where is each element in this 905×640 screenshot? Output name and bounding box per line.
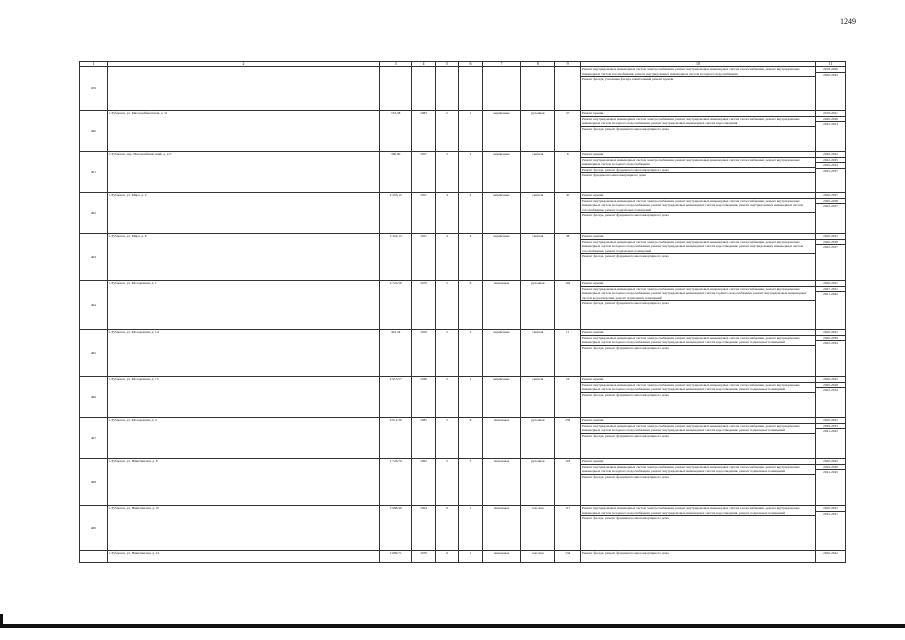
table-row — [80, 418, 846, 459]
floors-cell: 2 — [435, 152, 459, 193]
works-cell — [580, 459, 815, 506]
row-number: 459 — [80, 67, 108, 111]
work-period: 2020-2028 — [816, 240, 845, 246]
work-period: 2020-2044 — [823, 72, 838, 77]
work-period: 2022-2037 — [823, 245, 838, 250]
floors-cell: 2 — [435, 330, 459, 377]
year-cell: 1994 — [412, 506, 436, 551]
roof-type-cell: плоская — [521, 551, 555, 563]
area-cell: 2 689,71 — [380, 551, 412, 563]
work-period: 2020-2028 — [816, 199, 845, 205]
year-cell: 1985 — [412, 418, 436, 459]
work-period: 2021-2022 — [823, 292, 838, 297]
year-cell: 1957 — [412, 152, 436, 193]
column-number: 11 — [816, 62, 846, 67]
floors-cell: 5 — [435, 459, 459, 506]
entrances-cell: 6 — [459, 281, 483, 330]
work-period: 2020-2022 — [816, 418, 845, 424]
period-cell — [816, 551, 846, 563]
work-period: 2025-2037 — [823, 168, 838, 173]
table-row — [80, 377, 846, 418]
work-description: Ремонт фасада, ремонт фундамента многоквартирного дома — [581, 392, 669, 397]
column-number: 2 — [107, 62, 379, 67]
apartments-cell: 117 — [555, 506, 581, 551]
period-cell — [816, 418, 846, 459]
work-description: Ремонт фасада, ремонт фундамента многоквартирного дома — [581, 126, 669, 131]
apartments-cell: 16 — [555, 377, 581, 418]
table-row — [80, 111, 846, 152]
period-cell — [816, 281, 846, 330]
work-description: Ремонт фундамента многоквартирного дома — [581, 173, 646, 178]
row-number — [80, 551, 108, 563]
table-row — [80, 506, 846, 551]
work-description: Ремонт внутридомовых инженерных систем электроснабжения, ремонт внутридомовых инженерных систем теплоснабжения, ремонт внутридомовых инженерных систем холодного водоснабжения, ремонт внутридомовых инженерных систем водоотведения, ремонт подвальных помещений — [581, 383, 815, 393]
table-row — [80, 67, 846, 111]
work-description: Ремонт крыши — [581, 330, 815, 336]
apartments-cell: 118 — [555, 459, 581, 506]
work-description: Ремонт фасада, ремонт фундамента многоквартирного дома — [581, 433, 669, 438]
roof-type-cell: плоская — [521, 506, 555, 551]
work-period: 2022-2037 — [823, 204, 838, 209]
walls-material-cell: кирпичные — [482, 152, 520, 193]
work-period: 2020-2022 — [816, 234, 845, 240]
works-cell — [580, 418, 815, 459]
roof-type-cell: рулонная — [521, 459, 555, 506]
floors-cell — [435, 67, 459, 111]
address-cell: г. Рубцовск, ул. Мира, д. 2 — [107, 193, 379, 234]
walls-material-cell — [482, 67, 520, 111]
address-cell: г. Рубцовск, ул. Молодежная, д. 1А — [107, 330, 379, 377]
address-cell: г. Рубцовск, пер. Мясокомбинатский, д. 117 — [107, 152, 379, 193]
address-cell: г. Рубцовск, ул. Никитинская, д. 12 — [107, 551, 379, 563]
work-description: Ремонт внутридомовых инженерных систем электроснабжения, ремонт внутридомовых инженерных систем теплоснабжения, ремонт внутридомовых инженерных систем газоснабжения, ремонт внутридомовых инженерных систем холодного водоснабжения — [581, 67, 815, 77]
walls-material-cell: кирпичные — [482, 193, 520, 234]
repair-schedule-table — [79, 61, 846, 563]
floors-cell: 2 — [435, 111, 459, 152]
works-cell — [580, 377, 815, 418]
work-description: Ремонт фасада, ремонт фундамента многоквартирного дома — [581, 474, 669, 479]
work-period: 2022-2034 — [823, 388, 838, 393]
year-cell: 1951 — [412, 193, 436, 234]
works-cell — [580, 193, 815, 234]
address-cell: г. Рубцовск, ул. Молодежная, д. 1 — [107, 281, 379, 330]
work-period: 2020-2021 — [816, 281, 845, 287]
works-cell — [580, 281, 815, 330]
address-cell: г. Рубцовск, ул. Молодежная, д. 15 — [107, 377, 379, 418]
year-cell: 1992 — [412, 459, 436, 506]
area-cell: 2 726,79 — [380, 459, 412, 506]
work-period: 2022-2025 — [816, 158, 845, 164]
year-cell: 1951 — [412, 234, 436, 281]
column-number: 1 — [80, 62, 108, 67]
work-description: Ремонт внутридомовых инженерных систем электроснабжения, ремонт внутридомовых инженерных систем теплоснабжения, ремонт внутридомовых инженерных систем холодного водоснабжения, ремонт внутридомовых инженерных систем водоотведения, ремонт подвальных помещений — [581, 424, 815, 434]
work-description: Ремонт фасада, ремонт фундамента многоквартирного дома — [581, 213, 669, 218]
table-row — [80, 330, 846, 377]
year-cell: 1976 — [412, 551, 436, 563]
apartments-cell: 27 — [555, 111, 581, 152]
floors-cell: 2 — [435, 377, 459, 418]
apartments-cell: 45 — [555, 193, 581, 234]
roof-type-cell: скатная — [521, 152, 555, 193]
entrances-cell — [459, 67, 483, 111]
period-cell — [816, 459, 846, 506]
floors-cell: 4 — [435, 193, 459, 234]
work-description: Ремонт крыши — [581, 418, 815, 424]
row-number: 467 — [80, 418, 108, 459]
work-period: 2020-2022 — [816, 459, 845, 465]
roof-type-cell: рулонная — [521, 281, 555, 330]
entrances-cell: 4 — [459, 234, 483, 281]
period-cell — [816, 330, 846, 377]
area-cell: 743,38 — [380, 111, 412, 152]
period-cell — [816, 193, 846, 234]
work-description: Ремонт внутридомовых инженерных систем электроснабжения, ремонт внутридомовых инженерных систем теплоснабжения, ремонт внутридомовых инженерных систем холодного водоснабжения, ремонт внутридомовых инженерных систем водоотведения, ремонт внутридомовых инженерных систем газоснабжения, ремонт подвальных помещений — [581, 240, 815, 255]
work-description: Ремонт фасада, ремонт фундамента многоквартирного дома — [581, 345, 669, 350]
work-description: Ремонт крыши — [581, 193, 815, 199]
row-number: 465 — [80, 330, 108, 377]
column-number: 3 — [380, 62, 412, 67]
area-cell: 491,34 — [380, 330, 412, 377]
period-cell — [816, 506, 846, 551]
work-description: Ремонт фасада, утепление фасада, капитальный ремонт кровли — [581, 77, 674, 82]
floors-cell: 9 — [435, 506, 459, 551]
floors-cell: 5 — [435, 281, 459, 330]
work-period: 2022-2024 — [823, 122, 838, 127]
column-number: 9 — [555, 62, 581, 67]
roof-type-cell: скатная — [521, 193, 555, 234]
work-description: Ремонт внутридомовых инженерных систем электроснабжения, ремонт внутридомовых инженерных систем теплоснабжения, ремонт внутридомовых инженерных систем холодного водоснабжения, ремонт внутридомовых инженерных систем горячего водоснабжения, ремонт внутридомовых инженерных систем водоотведения, ремонт подвальных помещений — [581, 287, 815, 302]
work-description: Ремонт крыши — [581, 281, 815, 287]
area-cell: 2 913,57 — [380, 377, 412, 418]
floors-cell: 5 — [435, 418, 459, 459]
scan-edge-mark — [0, 614, 3, 624]
row-number: 463 — [80, 234, 108, 281]
work-period: 2020-2022 — [816, 152, 845, 158]
work-period: 2027-2031 — [816, 287, 845, 293]
work-period: 2019-2021 — [816, 111, 845, 117]
period-cell — [816, 152, 846, 193]
period-cell — [816, 67, 846, 111]
work-description: Ремонт внутридомовых инженерных систем электроснабжения, ремонт внутридомовых инженерных систем теплоснабжения, ремонт внутридомовых инженерных систем холодного водоснабжения, ремонт внутридомовых инженерных систем водоотведения, ремонт подвальных помещений — [581, 336, 815, 346]
roof-type-cell: скатная — [521, 234, 555, 281]
works-cell — [580, 111, 815, 152]
work-period: 2018-2026 — [816, 67, 845, 73]
apartments-cell: 104 — [555, 281, 581, 330]
address-cell: г. Рубцовск, ул. Никитинская, д. 10 — [107, 506, 379, 551]
work-period: 2041-2043 — [823, 429, 838, 434]
entrances-cell: 4 — [459, 193, 483, 234]
entrances-cell: 1 — [459, 111, 483, 152]
work-description: Ремонт крыши — [581, 377, 815, 383]
table-row — [80, 459, 846, 506]
work-description: Ремонт внутридомовых инженерных систем электроснабжения, ремонт внутридомовых инженерных систем теплоснабжения, ремонт внутридомовых инженерных систем холодного водоснабжения, ремонт внутридомовых инженерных систем водоотведения, ремонт подвальных помещений — [581, 506, 815, 516]
entrances-cell: 8 — [459, 418, 483, 459]
work-period: 2029-2030 — [816, 465, 845, 471]
works-cell — [580, 506, 815, 551]
work-period: 2025-2031 — [823, 511, 838, 516]
apartments-cell — [555, 67, 581, 111]
entrances-cell: 1 — [459, 152, 483, 193]
apartments-cell: 38 — [555, 234, 581, 281]
address-cell: г. Рубцовск, ул. Мира, д. 8 — [107, 234, 379, 281]
capital-repair-table — [79, 61, 846, 577]
column-number: 4 — [412, 62, 436, 67]
address-cell: г. Рубцовск, ул. Мясокомбинатская, д. 51 — [107, 111, 379, 152]
area-cell: 2 324,12 — [380, 234, 412, 281]
row-number: 468 — [80, 459, 108, 506]
floors-cell: 9 — [435, 551, 459, 563]
works-cell — [580, 67, 815, 111]
area-cell: 360,90 — [380, 152, 412, 193]
period-cell — [816, 234, 846, 281]
area-cell: 6 012,36 — [380, 418, 412, 459]
walls-material-cell: кирпичные — [482, 234, 520, 281]
apartments-cell: 259 — [555, 418, 581, 459]
work-description: Ремонт фасада, ремонт фундамента многоквартирного дома — [581, 551, 669, 555]
table-row — [80, 551, 846, 563]
row-number: 469 — [80, 506, 108, 551]
entrances-cell: 1 — [459, 551, 483, 563]
walls-material-cell: панельные — [482, 281, 520, 330]
work-period: 2020-2026 — [816, 117, 845, 123]
walls-material-cell: панельные — [482, 418, 520, 459]
walls-material-cell: кирпичные — [482, 330, 520, 377]
walls-material-cell: кирпичные — [482, 377, 520, 418]
area-cell: 4 722,56 — [380, 281, 412, 330]
works-cell — [580, 152, 815, 193]
work-period: 2020-2039 — [816, 336, 845, 342]
table-row — [80, 193, 846, 234]
entrances-cell: 5 — [459, 459, 483, 506]
column-number: 7 — [482, 62, 520, 67]
period-cell — [816, 377, 846, 418]
row-number: 462 — [80, 193, 108, 234]
entrances-cell: 2 — [459, 330, 483, 377]
column-number: 5 — [435, 62, 459, 67]
work-description: Ремонт внутридомовых инженерных систем электроснабжения, ремонт внутридомовых инженерных систем теплоснабжения, ремонт внутридомовых инженерных систем холодного водоснабжения, ремонт внутридомовых инженерных систем водоотведения, ремонт внутридомовых инженерных систем газоснабжения, ремонт подвальных помещений — [581, 199, 815, 214]
apartments-cell: 11 — [555, 330, 581, 377]
work-period: 2020-2022 — [816, 377, 845, 383]
year-cell: 1976 — [412, 281, 436, 330]
row-number: 461 — [80, 152, 108, 193]
work-description: Ремонт внутридомовых инженерных систем электроснабжения, ремонт внутридомовых инженерных систем теплоснабжения, ремонт внутридомовых инженерных систем холодного водоснабжения — [581, 158, 815, 168]
work-period: 2020-2022 — [823, 551, 838, 555]
work-period: 2020-2034 — [816, 163, 845, 169]
column-number: 8 — [521, 62, 555, 67]
works-cell — [580, 234, 815, 281]
work-description: Ремонт фасада, ремонт фундамента многоквартирного дома — [581, 168, 815, 174]
work-period: 2020-2028 — [816, 383, 845, 389]
work-description: Ремонт крыши — [581, 111, 815, 117]
apartments-cell: 134 — [555, 551, 581, 563]
page-number: 1249 — [840, 17, 856, 26]
work-description: Ремонт фасада, ремонт фундамента многоквартирного дома — [581, 301, 669, 306]
address-cell — [107, 67, 379, 111]
year-cell: 1959 — [412, 330, 436, 377]
work-description: Ремонт фасада, ремонт фундамента многоквартирного дома — [581, 516, 669, 521]
entrances-cell: 1 — [459, 506, 483, 551]
period-cell — [816, 111, 846, 152]
work-description: Ремонт крыши — [581, 152, 815, 158]
row-number: 464 — [80, 281, 108, 330]
works-cell — [580, 551, 815, 563]
work-period: 2029-2033 — [816, 424, 845, 430]
year-cell — [412, 67, 436, 111]
roof-type-cell: скатная — [521, 377, 555, 418]
work-period: 2020-2027 — [816, 193, 845, 199]
table-row — [80, 234, 846, 281]
table-row — [80, 152, 846, 193]
table-row — [80, 281, 846, 330]
work-description: Ремонт внутридомовых инженерных систем электроснабжения, ремонт внутридомовых инженерных систем теплоснабжения, ремонт внутридомовых инженерных систем холодного водоснабжения, ремонт внутридомовых инженерных систем водоотведения, ремонт подвальных помещений — [581, 465, 815, 475]
work-description: Ремонт внутридомовых инженерных систем электроснабжения, ремонт внутридомовых инженерных систем теплоснабжения, ремонт внутридомовых инженерных систем холодного водоснабжения, ремонт внутридомовых инженерных систем водоотведения — [581, 117, 815, 127]
column-number: 6 — [459, 62, 483, 67]
column-number: 10 — [580, 62, 815, 67]
roof-type-cell: скатная — [521, 330, 555, 377]
area-cell: 2 293,12 — [380, 193, 412, 234]
walls-material-cell: панельные — [482, 551, 520, 563]
roof-type-cell: рулонная — [521, 418, 555, 459]
roof-type-cell — [521, 67, 555, 111]
walls-material-cell: панельные — [482, 506, 520, 551]
year-cell: 1948 — [412, 377, 436, 418]
work-period: 2022-2034 — [823, 341, 838, 346]
works-cell — [580, 330, 815, 377]
apartments-cell: 6 — [555, 152, 581, 193]
scan-bottom-rule — [0, 624, 905, 628]
address-cell: г. Рубцовск, ул. Никитинская, д. 8 — [107, 459, 379, 506]
work-period: 2041-2043 — [823, 470, 838, 475]
roof-type-cell: рулонная — [521, 111, 555, 152]
work-description: Ремонт крыши — [581, 459, 815, 465]
floors-cell: 4 — [435, 234, 459, 281]
row-number: 460 — [80, 111, 108, 152]
year-cell: 1983 — [412, 111, 436, 152]
address-cell: г. Рубцовск, ул. Молодежная, д. 4 — [107, 418, 379, 459]
walls-material-cell: панельные — [482, 459, 520, 506]
entrances-cell: 1 — [459, 377, 483, 418]
work-period: 2020-2022 — [816, 330, 845, 336]
work-period: 2020-2022 — [816, 506, 845, 512]
area-cell — [380, 67, 412, 111]
work-description: Ремонт фасада, ремонт фундамента многоквартирного дома — [581, 254, 669, 259]
work-description: Ремонт крыши — [581, 234, 815, 240]
row-number: 466 — [80, 377, 108, 418]
area-cell: 3 988,49 — [380, 506, 412, 551]
walls-material-cell: кирпичные — [482, 111, 520, 152]
